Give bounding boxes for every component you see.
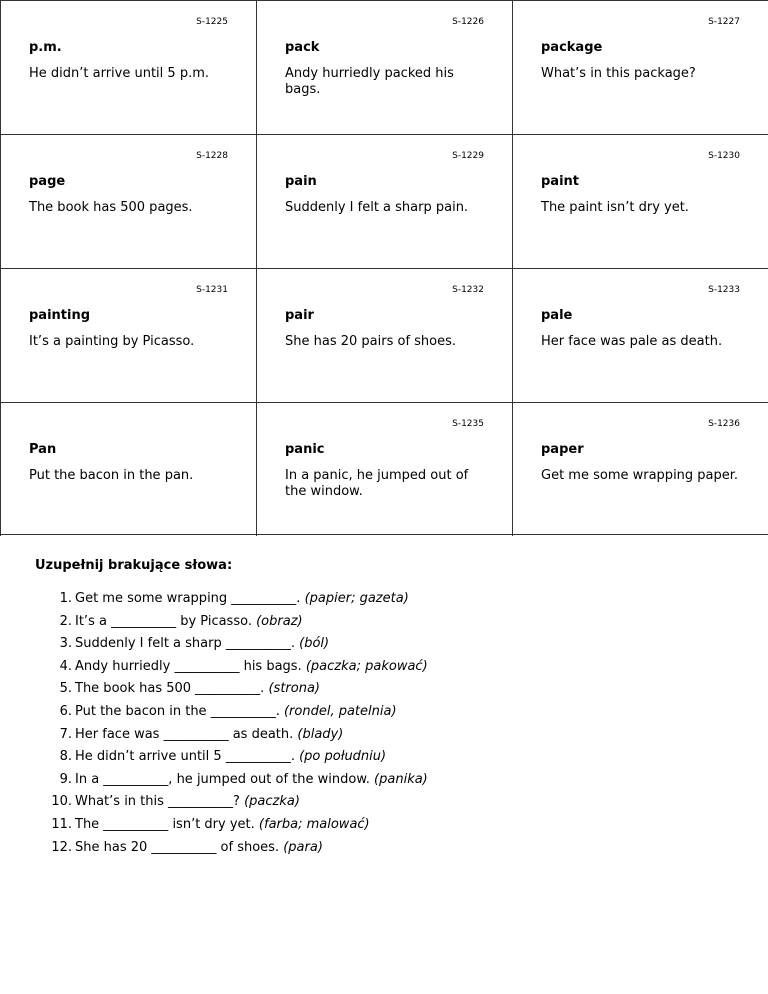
exercise-text: Her face was __________ as death.: [75, 726, 294, 742]
fill-in-exercise: [35, 558, 735, 859]
exercise-hint: (blady): [297, 726, 344, 742]
card-code: S-1231: [196, 285, 228, 295]
card-code: S-1235: [452, 419, 484, 429]
exercise-item: [35, 633, 735, 656]
flashcard: [0, 135, 257, 269]
card-word: p.m.: [29, 40, 62, 55]
exercise-item: [35, 656, 735, 679]
exercise-hint: (paczka): [244, 794, 300, 810]
card-sentence: It’s a painting by Picasso.: [29, 334, 195, 349]
card-code: S-1226: [452, 17, 484, 27]
card-sentence: Her face was pale as death.: [541, 334, 723, 349]
card-sentence: Get me some wrapping paper.: [541, 468, 739, 483]
exercise-item: [35, 701, 735, 724]
card-word: paint: [541, 174, 580, 189]
card-word: pair: [285, 308, 314, 323]
flashcard: [513, 269, 768, 403]
card-code: S-1236: [708, 419, 740, 429]
card-sentence: Andy hurriedly packed his bags.: [285, 66, 454, 97]
card-word: page: [29, 174, 66, 189]
card-code: S-1225: [196, 17, 228, 27]
exercise-text: The __________ isn’t dry yet.: [75, 816, 255, 832]
exercise-text: Andy hurriedly __________ his bags.: [75, 658, 302, 674]
card-code: S-1233: [708, 285, 740, 295]
flashcard: [0, 403, 257, 536]
card-word: Pan: [29, 442, 57, 457]
card-word: paper: [541, 442, 584, 457]
card-word: painting: [29, 308, 91, 323]
exercise-hint: (farba; malować): [258, 816, 370, 832]
exercise-number: 6.: [59, 703, 72, 719]
exercise-hint: (panika): [374, 771, 428, 787]
exercise-item: [35, 588, 735, 611]
card-word: panic: [285, 442, 325, 457]
exercise-number: 12.: [51, 839, 72, 855]
exercise-text: Suddenly I felt a sharp __________.: [75, 636, 295, 652]
exercise-text: In a __________, he jumped out of the window.: [75, 771, 370, 787]
exercise-hint: (strona): [268, 681, 320, 697]
exercise-number: 3.: [59, 636, 72, 652]
exercise-number: 1.: [59, 591, 72, 606]
flashcard: [257, 135, 513, 269]
exercise-text: He didn’t arrive until 5 __________.: [75, 749, 295, 765]
exercise-number: 7.: [59, 726, 72, 742]
exercise-hint: (ból): [299, 636, 330, 652]
exercise-hint: (para): [283, 839, 323, 855]
card-sentence: What’s in this package?: [541, 66, 696, 81]
exercise-text: The book has 500 __________.: [75, 681, 265, 697]
exercise-text: She has 20 __________ of shoes.: [75, 839, 280, 855]
exercise-number: 8.: [59, 749, 72, 765]
exercise-item: [35, 678, 735, 701]
card-sentence: The paint isn’t dry yet.: [541, 200, 689, 215]
card-word: pale: [541, 308, 573, 323]
flashcard: [257, 403, 513, 536]
card-sentence: In a panic, he jumped out of the window.: [285, 468, 469, 499]
exercise-item: [35, 611, 735, 634]
exercise-text: It’s a __________ by Picasso.: [75, 613, 252, 629]
exercise-text: Get me some wrapping __________.: [75, 591, 301, 606]
exercise-number: 5.: [59, 681, 72, 697]
card-word: pack: [285, 40, 320, 55]
flashcard: [0, 1, 257, 135]
card-code: S-1232: [452, 285, 484, 295]
exercise-hint: (rondel, patelnia): [283, 703, 397, 719]
exercise-item: [35, 791, 735, 814]
flashcard: [513, 135, 768, 269]
card-sentence: He didn’t arrive until 5 p.m.: [29, 66, 210, 81]
card-sentence: She has 20 pairs of shoes.: [285, 334, 457, 349]
exercise-item: [35, 769, 735, 792]
card-code: S-1229: [452, 151, 484, 161]
card-sentence: Suddenly I felt a sharp pain.: [285, 200, 469, 215]
flashcard: [0, 269, 257, 403]
exercise-item: [35, 724, 735, 747]
exercise-number: 4.: [59, 658, 72, 674]
card-code: S-1227: [708, 17, 740, 27]
exercise-number: 10.: [51, 794, 72, 810]
exercise-item: [35, 746, 735, 769]
exercise-title: Uzupełnij brakujące słowa:: [35, 558, 233, 573]
flashcard: [513, 403, 768, 536]
exercise-hint: (obraz): [256, 613, 303, 629]
card-word: package: [541, 40, 603, 55]
card-code: S-1230: [708, 151, 740, 161]
card-sentence: Put the bacon in the pan.: [29, 468, 194, 483]
exercise-number: 2.: [59, 613, 72, 629]
exercise-item: [35, 814, 735, 837]
flashcard: [257, 269, 513, 403]
flashcard: [257, 1, 513, 135]
card-word: pain: [285, 174, 317, 189]
exercise-number: 9.: [59, 771, 72, 787]
exercise-number: 11.: [51, 816, 72, 832]
flashcard: [513, 1, 768, 135]
exercise-hint: (paczka; pakować): [305, 658, 428, 674]
exercise-text: Put the bacon in the __________.: [75, 703, 280, 719]
card-code: S-1228: [196, 151, 228, 161]
exercise-item: [35, 837, 735, 860]
exercise-list: [35, 588, 735, 859]
exercise-hint: (po południu): [299, 749, 387, 765]
card-sentence: The book has 500 pages.: [29, 200, 193, 215]
exercise-hint: (papier; gazeta): [304, 591, 409, 606]
exercise-text: What’s in this __________?: [75, 794, 240, 810]
